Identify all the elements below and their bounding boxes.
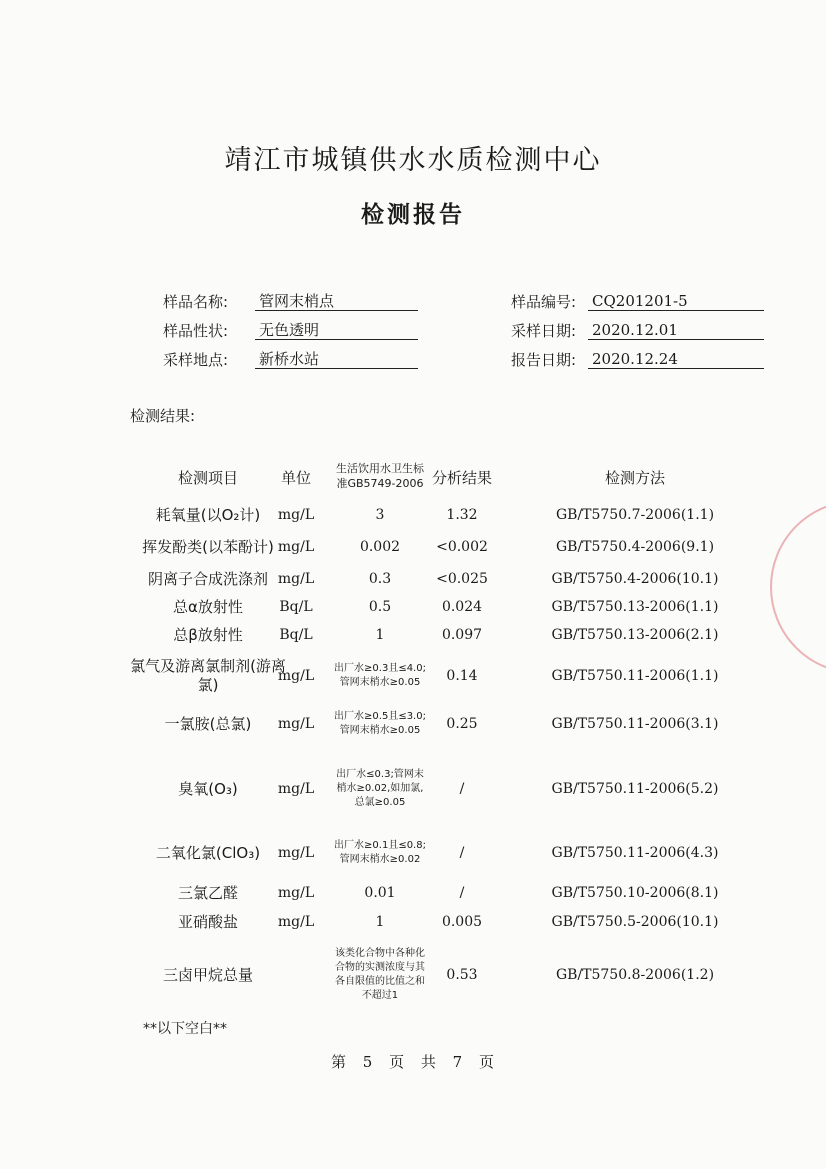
sampling-location-label: 采样地点: bbox=[162, 351, 228, 369]
column-header-result: 分析结果 bbox=[431, 468, 492, 487]
cell-method: GB/T5750.11-2006(3.1) bbox=[551, 716, 719, 732]
column-header-standard: 生活饮用水卫生标准GB5749-2006 bbox=[336, 462, 424, 490]
cell-standard: 3 bbox=[375, 507, 385, 523]
cell-result: / bbox=[459, 845, 465, 861]
cell-standard: 出厂水≥0.5且≤3.0;管网末梢水≥0.05 bbox=[334, 711, 426, 736]
sample-state-label: 样品性状: bbox=[162, 322, 228, 340]
cell-result: 1.32 bbox=[446, 507, 478, 523]
cell-standard: 出厂水≤0.3;管网末梢水≥0.02,如加氯,总氯≥0.05 bbox=[336, 769, 424, 808]
cell-standard: 1 bbox=[375, 914, 385, 930]
cell-standard: 出厂水≥0.1且≤0.8;管网末梢水≥0.02 bbox=[334, 840, 426, 865]
cell-method: GB/T5750.4-2006(9.1) bbox=[555, 539, 715, 555]
cell-result: 0.097 bbox=[441, 627, 483, 643]
column-header-method: 检测方法 bbox=[604, 468, 665, 487]
cell-unit: mg/L bbox=[277, 507, 315, 523]
report-title: 检测报告 bbox=[361, 202, 465, 228]
cell-item: 三氯乙醛 bbox=[177, 883, 238, 902]
cell-result: 0.14 bbox=[446, 668, 478, 684]
cell-result: 0.024 bbox=[441, 599, 483, 615]
cell-item: 一氯胺(总氯) bbox=[164, 714, 252, 733]
cell-method: GB/T5750.8-2006(1.2) bbox=[555, 967, 715, 983]
cell-result: 0.005 bbox=[441, 914, 483, 930]
cell-item: 耗氧量(以O₂计) bbox=[155, 505, 261, 524]
cell-method: GB/T5750.11-2006(1.1) bbox=[551, 668, 719, 684]
report-date-label: 报告日期: bbox=[510, 351, 576, 369]
cell-unit bbox=[266, 940, 326, 1010]
cell-unit: mg/L bbox=[277, 781, 315, 797]
sample-state-value: 无色透明 bbox=[255, 320, 418, 340]
cell-result: <0.025 bbox=[436, 571, 488, 587]
cell-method: GB/T5750.10-2006(8.1) bbox=[551, 885, 719, 901]
cell-unit: mg/L bbox=[277, 668, 315, 684]
cell-result: 0.25 bbox=[446, 716, 478, 732]
cell-method: GB/T5750.4-2006(10.1) bbox=[551, 571, 719, 587]
cell-item: 总α放射性 bbox=[173, 597, 243, 616]
column-header-item: 检测项目 bbox=[177, 468, 238, 487]
sample-code-label: 样品编号: bbox=[510, 293, 576, 311]
cell-method: GB/T5750.11-2006(4.3) bbox=[551, 845, 719, 861]
sampling-date-label: 采样日期: bbox=[510, 322, 576, 340]
cell-item: 二氧化氯(ClO₃) bbox=[155, 843, 261, 862]
cell-method: GB/T5750.7-2006(1.1) bbox=[555, 507, 715, 523]
report-date-value: 2020.12.24 bbox=[588, 349, 764, 369]
cell-standard: 0.002 bbox=[359, 539, 401, 555]
sample-code-value: CQ201201-5 bbox=[588, 291, 764, 311]
cell-result: / bbox=[459, 885, 465, 901]
cell-standard: 0.5 bbox=[368, 599, 392, 615]
cell-method: GB/T5750.5-2006(10.1) bbox=[551, 914, 719, 930]
sample-name-label: 样品名称: bbox=[162, 293, 228, 311]
cell-item: 挥发酚类(以苯酚计) bbox=[142, 537, 274, 556]
cell-method: GB/T5750.13-2006(1.1) bbox=[551, 599, 719, 615]
cell-item: 氯气及游离氯制剂(游离氯) bbox=[130, 657, 286, 694]
cell-result: <0.002 bbox=[436, 539, 488, 555]
cell-item: 三卤甲烷总量 bbox=[162, 965, 253, 984]
cell-standard: 0.01 bbox=[364, 885, 396, 901]
cell-item: 亚硝酸盐 bbox=[177, 912, 238, 931]
cell-standard: 该类化合物中各种化合物的实测浓度与其各自限值的比值之和不超过1 bbox=[335, 948, 425, 1001]
cell-method: GB/T5750.13-2006(2.1) bbox=[551, 627, 719, 643]
page-number: 第 5 页 共 7 页 bbox=[331, 1053, 495, 1071]
cell-standard: 0.3 bbox=[368, 571, 392, 587]
cell-unit: mg/L bbox=[277, 716, 315, 732]
cell-unit: mg/L bbox=[277, 885, 315, 901]
cell-unit: mg/L bbox=[277, 539, 315, 555]
sampling-date-value: 2020.12.01 bbox=[588, 320, 764, 340]
cell-unit: mg/L bbox=[277, 914, 315, 930]
cell-unit: mg/L bbox=[277, 845, 315, 861]
cell-unit: Bq/L bbox=[279, 599, 313, 615]
cell-standard: 出厂水≥0.3且≤4.0;管网末梢水≥0.05 bbox=[334, 663, 426, 688]
cell-unit: mg/L bbox=[277, 571, 315, 587]
cell-item: 总β放射性 bbox=[173, 625, 243, 644]
sample-name-value: 管网末梢点 bbox=[255, 291, 418, 311]
cell-item: 臭氧(O₃) bbox=[178, 779, 238, 798]
cell-result: / bbox=[459, 781, 465, 797]
cell-unit: Bq/L bbox=[279, 627, 313, 643]
cell-standard: 1 bbox=[375, 627, 385, 643]
cell-method: GB/T5750.11-2006(5.2) bbox=[551, 781, 719, 797]
cell-result: 0.53 bbox=[446, 967, 478, 983]
sampling-location-value: 新桥水站 bbox=[255, 349, 418, 369]
blank-below-note: **以下空白** bbox=[143, 1021, 227, 1037]
organization-title: 靖江市城镇供水水质检测中心 bbox=[224, 145, 602, 176]
results-section-label: 检测结果: bbox=[130, 407, 196, 425]
cell-item: 阴离子合成洗涤剂 bbox=[147, 569, 268, 588]
column-header-unit: 单位 bbox=[280, 468, 311, 487]
